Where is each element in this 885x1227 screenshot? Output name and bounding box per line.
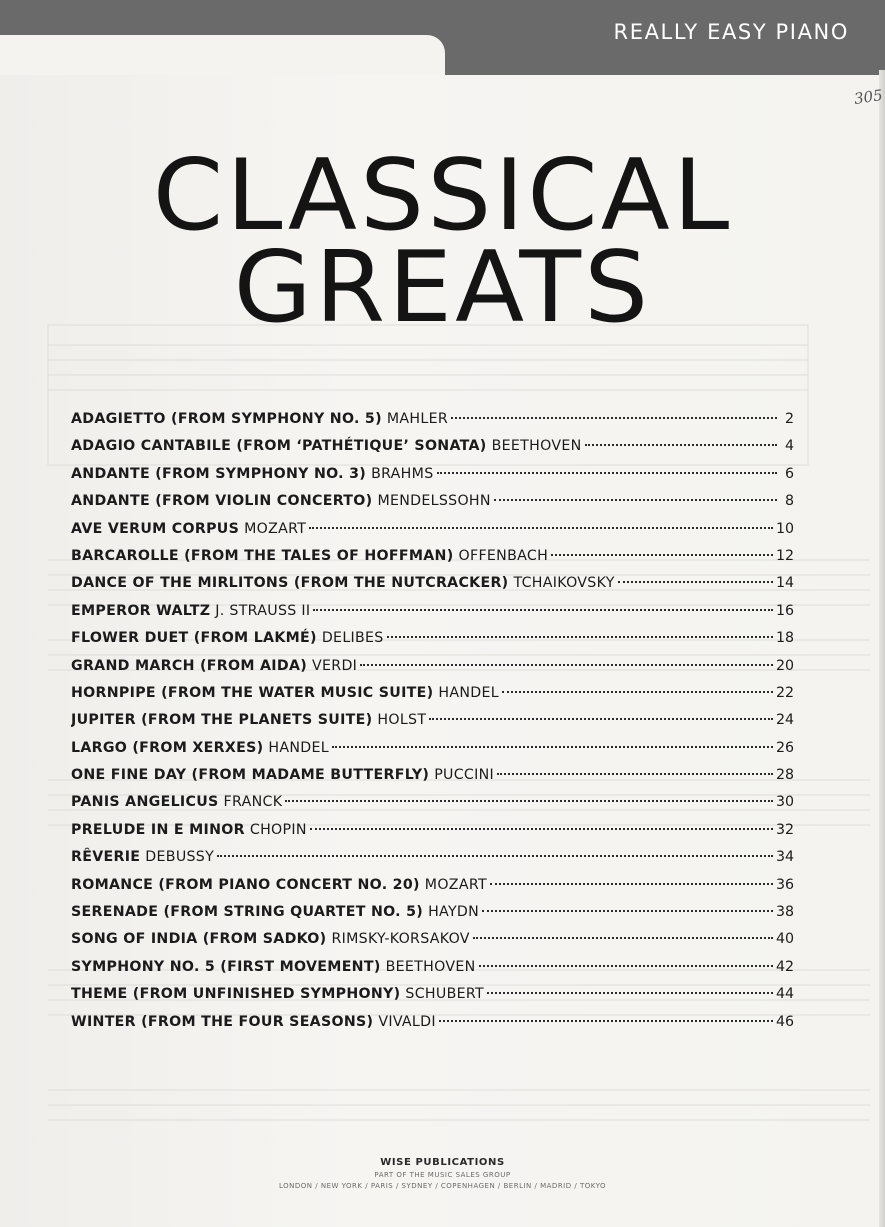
table-of-contents — [71, 406, 794, 1036]
toc-leader-dots — [494, 499, 777, 501]
toc-page-number: 24 — [775, 712, 794, 729]
toc-leader-dots — [479, 965, 773, 967]
publisher-name: WISE PUBLICATIONS — [380, 1157, 505, 1168]
toc-piece-title: AVE VERUM CORPUS — [71, 520, 240, 537]
toc-composer: HAYDN — [428, 904, 480, 921]
toc-leader-dots — [309, 527, 773, 529]
toc-leader-dots — [217, 855, 773, 857]
toc-composer: DEBUSSY — [145, 849, 215, 866]
toc-piece-title: ROMANCE (FROM PIANO CONCERT NO. 20) — [71, 876, 420, 893]
toc-entry — [71, 543, 794, 570]
toc-piece-title: PANIS ANGELICUS — [71, 794, 219, 811]
toc-composer: J. STRAUSS II — [215, 602, 311, 619]
toc-entry — [71, 981, 794, 1008]
toc-entry — [71, 954, 794, 981]
toc-page-number: 4 — [784, 438, 794, 455]
toc-leader-dots — [490, 883, 773, 885]
toc-page-number: 30 — [775, 794, 794, 811]
toc-leader-dots — [387, 636, 773, 638]
toc-piece-title: LARGO (FROM XERXES) — [71, 739, 264, 756]
toc-page-number: 38 — [775, 904, 794, 921]
toc-piece-title: ANDANTE (FROM SYMPHONY NO. 3) — [71, 465, 367, 482]
toc-entry — [71, 707, 794, 734]
toc-piece-title: ADAGIETTO (FROM SYMPHONY NO. 5) — [71, 411, 382, 427]
toc-entry — [71, 488, 794, 515]
toc-leader-dots — [360, 664, 773, 666]
toc-leader-dots — [473, 937, 773, 939]
toc-entry — [71, 406, 794, 433]
toc-composer: HANDEL — [438, 684, 500, 701]
toc-leader-dots — [487, 992, 773, 994]
toc-piece-title: THEME (FROM UNFINISHED SYMPHONY) — [71, 986, 401, 1003]
toc-composer: VIVALDI — [378, 1013, 436, 1030]
toc-entry — [71, 817, 794, 844]
toc-piece-title: JUPITER (FROM THE PLANETS SUITE) — [71, 712, 373, 729]
toc-composer: TCHAIKOVSKY — [513, 575, 615, 592]
toc-leader-dots — [429, 718, 773, 720]
header-tab-cutout — [0, 35, 445, 75]
toc-entry — [71, 762, 794, 789]
toc-piece-title: EMPEROR WALTZ — [71, 602, 211, 619]
handwritten-margin-note: 305 — [852, 86, 884, 108]
toc-page-number: 36 — [775, 876, 794, 893]
toc-page-number: 40 — [775, 931, 794, 948]
toc-composer: CHOPIN — [249, 821, 307, 838]
book-title-line-1: CLASSICAL — [152, 139, 733, 253]
toc-page-number: 32 — [775, 821, 794, 838]
toc-page-number: 16 — [775, 602, 794, 619]
toc-composer: FRANCK — [223, 794, 283, 811]
toc-leader-dots — [618, 581, 773, 583]
toc-entry — [71, 680, 794, 707]
series-title: REALLY EASY PIANO — [613, 20, 849, 44]
toc-leader-dots — [313, 609, 773, 611]
toc-piece-title: FLOWER DUET (FROM LAKMÉ) — [71, 630, 317, 647]
toc-piece-title: ADAGIO CANTABILE (FROM ‘PATHÉTIQUE’ SONATA) — [71, 438, 487, 455]
toc-leader-dots — [310, 828, 773, 830]
book-title-line-2: GREATS — [233, 231, 652, 345]
toc-page-number: 46 — [775, 1013, 794, 1030]
toc-composer: HOLST — [377, 712, 427, 729]
toc-entry — [71, 516, 794, 543]
toc-composer: BRAHMS — [371, 465, 434, 482]
toc-composer: DELIBES — [321, 630, 384, 647]
toc-entry — [71, 789, 794, 816]
toc-leader-dots — [451, 417, 777, 419]
toc-composer: MAHLER — [386, 411, 449, 427]
toc-page-number: 18 — [775, 630, 794, 647]
toc-page-number: 8 — [784, 493, 794, 510]
toc-page-number: 10 — [775, 520, 794, 537]
toc-entry — [71, 433, 794, 460]
toc-composer: RIMSKY-KORSAKOV — [331, 931, 470, 948]
toc-composer: VERDI — [312, 657, 358, 674]
toc-entry — [71, 570, 794, 597]
toc-page-number: 42 — [775, 958, 794, 975]
toc-leader-dots — [502, 691, 773, 693]
toc-composer: MOZART — [244, 520, 307, 537]
toc-page-number: 28 — [775, 767, 794, 784]
toc-composer: BEETHOVEN — [491, 438, 582, 455]
publisher-imprint — [0, 1157, 885, 1190]
toc-page-number: 34 — [775, 849, 794, 866]
toc-entry — [71, 1009, 794, 1036]
toc-entry — [71, 653, 794, 680]
toc-entry — [71, 598, 794, 625]
toc-page-number: 12 — [775, 547, 794, 564]
toc-entry — [71, 926, 794, 953]
toc-piece-title: SYMPHONY NO. 5 (FIRST MOVEMENT) — [71, 958, 381, 975]
toc-composer: SCHUBERT — [405, 986, 484, 1003]
toc-leader-dots — [332, 746, 773, 748]
toc-entry — [71, 899, 794, 926]
toc-composer: PUCCINI — [434, 767, 495, 784]
toc-piece-title: HORNPIPE (FROM THE WATER MUSIC SUITE) — [71, 684, 434, 701]
toc-composer: MOZART — [424, 876, 487, 893]
toc-page-number: 26 — [775, 739, 794, 756]
toc-piece-title: RÊVERIE — [71, 849, 141, 866]
toc-entry — [71, 625, 794, 652]
publisher-group: PART OF THE MUSIC SALES GROUP — [374, 1171, 511, 1179]
toc-entry — [71, 735, 794, 762]
toc-piece-title: ANDANTE (FROM VIOLIN CONCERTO) — [71, 493, 373, 510]
toc-piece-title: PRELUDE IN E MINOR — [71, 821, 245, 838]
toc-composer: MENDELSSOHN — [377, 493, 491, 510]
toc-piece-title: DANCE OF THE MIRLITONS (FROM THE NUTCRACKER) — [71, 575, 509, 592]
toc-piece-title: BARCAROLLE (FROM THE TALES OF HOFFMAN) — [71, 547, 454, 564]
toc-leader-dots — [497, 773, 773, 775]
toc-page-number: 6 — [784, 465, 794, 482]
toc-piece-title: GRAND MARCH (FROM AIDA) — [71, 657, 308, 674]
toc-piece-title: WINTER (FROM THE FOUR SEASONS) — [71, 1013, 374, 1030]
toc-composer: HANDEL — [268, 739, 329, 756]
toc-piece-title: ONE FINE DAY (FROM MADAME BUTTERFLY) — [71, 767, 430, 784]
toc-piece-title: SONG OF INDIA (FROM SADKO) — [71, 931, 327, 948]
toc-page-number: 14 — [775, 575, 794, 592]
toc-piece-title: SERENADE (FROM STRING QUARTET NO. 5) — [71, 904, 424, 921]
toc-entry — [71, 461, 794, 488]
toc-composer: BEETHOVEN — [385, 958, 476, 975]
toc-leader-dots — [482, 910, 773, 912]
toc-page-number: 22 — [775, 684, 794, 701]
toc-page-number: 20 — [775, 657, 794, 674]
toc-entry — [71, 872, 794, 899]
toc-page-number: 44 — [775, 986, 794, 1003]
toc-composer: OFFENBACH — [458, 547, 549, 564]
toc-leader-dots — [585, 444, 777, 446]
toc-page-number: 2 — [784, 411, 794, 427]
toc-leader-dots — [285, 800, 773, 802]
toc-entry — [71, 844, 794, 871]
toc-leader-dots — [551, 554, 773, 556]
toc-leader-dots — [437, 472, 778, 474]
toc-leader-dots — [439, 1020, 773, 1022]
publisher-cities: LONDON / NEW YORK / PARIS / SYDNEY / COPENHAGEN / BERLIN / MADRID / TOKYO — [279, 1182, 606, 1190]
book-title — [0, 139, 885, 345]
